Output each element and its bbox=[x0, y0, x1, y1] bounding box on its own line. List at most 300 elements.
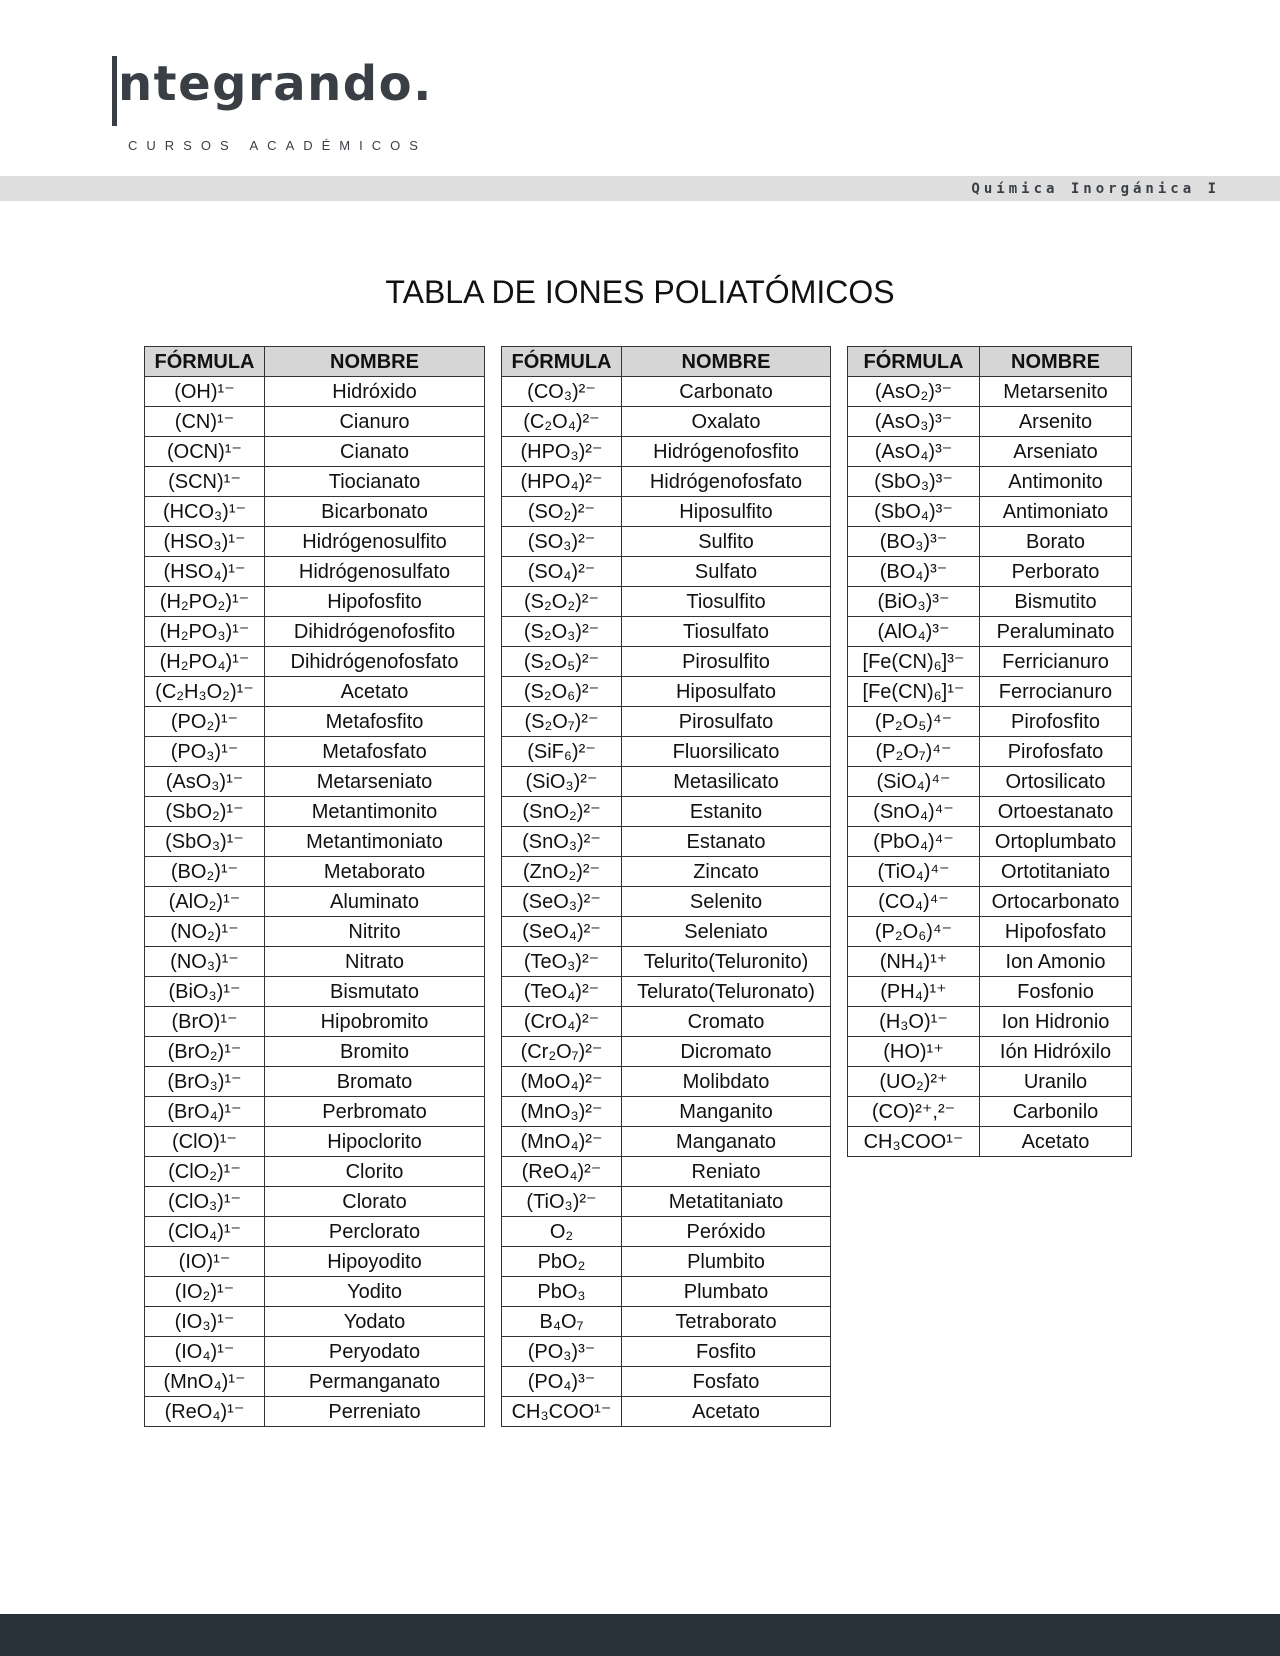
formula-cell: (SiF₆)²⁻ bbox=[502, 737, 622, 767]
table-row bbox=[502, 1217, 831, 1247]
table-row bbox=[502, 1067, 831, 1097]
formula-cell: (PO₄)³⁻ bbox=[502, 1367, 622, 1397]
formula-cell: (ClO₃)¹⁻ bbox=[145, 1187, 265, 1217]
name-cell: Tetraborato bbox=[622, 1307, 831, 1337]
name-cell: Molibdato bbox=[622, 1067, 831, 1097]
name-cell: Metarseniato bbox=[265, 767, 485, 797]
logo-mark bbox=[112, 56, 117, 126]
formula-cell: (PbO₄)⁴⁻ bbox=[848, 827, 980, 857]
name-cell: Hidróxido bbox=[265, 377, 485, 407]
formula-cell: (MnO₄)²⁻ bbox=[502, 1127, 622, 1157]
table-row bbox=[848, 1037, 1132, 1067]
name-cell: Arsenito bbox=[980, 407, 1132, 437]
name-cell: Carbonato bbox=[622, 377, 831, 407]
formula-cell: (NH₄)¹⁺ bbox=[848, 947, 980, 977]
table-row bbox=[145, 857, 485, 887]
name-header: NOMBRE bbox=[980, 347, 1132, 377]
formula-cell: (NO₂)¹⁻ bbox=[145, 917, 265, 947]
name-cell: Tiosulfato bbox=[622, 617, 831, 647]
table-row bbox=[145, 437, 485, 467]
table-row bbox=[502, 1097, 831, 1127]
table-row bbox=[502, 1007, 831, 1037]
formula-cell: (HCO₃)¹⁻ bbox=[145, 497, 265, 527]
formula-cell: (H₂PO₃)¹⁻ bbox=[145, 617, 265, 647]
name-cell: Dihidrógenofosfito bbox=[265, 617, 485, 647]
table-row bbox=[848, 647, 1132, 677]
name-cell: Permanganato bbox=[265, 1367, 485, 1397]
name-cell: Hipoyodito bbox=[265, 1247, 485, 1277]
formula-cell: (PO₃)³⁻ bbox=[502, 1337, 622, 1367]
formula-cell: (TeO₄)²⁻ bbox=[502, 977, 622, 1007]
table-row bbox=[502, 977, 831, 1007]
name-cell: Ion Hidronio bbox=[980, 1007, 1132, 1037]
table-row bbox=[502, 527, 831, 557]
table-row bbox=[848, 977, 1132, 1007]
formula-cell: (SbO₃)¹⁻ bbox=[145, 827, 265, 857]
name-cell: Metasilicato bbox=[622, 767, 831, 797]
name-cell: Fosfonio bbox=[980, 977, 1132, 1007]
formula-cell: (SiO₄)⁴⁻ bbox=[848, 767, 980, 797]
formula-cell: (ClO)¹⁻ bbox=[145, 1127, 265, 1157]
name-cell: Ortocarbonato bbox=[980, 887, 1132, 917]
table-row bbox=[848, 587, 1132, 617]
table-row bbox=[848, 827, 1132, 857]
table-row bbox=[145, 1397, 485, 1427]
formula-cell: (BiO₃)³⁻ bbox=[848, 587, 980, 617]
table-row bbox=[848, 1097, 1132, 1127]
formula-cell: (HPO₃)²⁻ bbox=[502, 437, 622, 467]
table-row bbox=[848, 767, 1132, 797]
formula-cell: (H₃O)¹⁻ bbox=[848, 1007, 980, 1037]
name-cell: Hipoclorito bbox=[265, 1127, 485, 1157]
table-row bbox=[145, 677, 485, 707]
course-name: Química Inorgánica I bbox=[971, 181, 1220, 197]
table-header-row bbox=[145, 347, 485, 377]
name-cell: Hidrógenosulfito bbox=[265, 527, 485, 557]
table-row bbox=[502, 497, 831, 527]
table-row bbox=[502, 1397, 831, 1427]
name-cell: Perreniato bbox=[265, 1397, 485, 1427]
formula-cell: CH₃COO¹⁻ bbox=[502, 1397, 622, 1427]
table-row bbox=[502, 1187, 831, 1217]
name-header: NOMBRE bbox=[622, 347, 831, 377]
formula-cell: (SO₂)²⁻ bbox=[502, 497, 622, 527]
formula-cell: [Fe(CN)₆]¹⁻ bbox=[848, 677, 980, 707]
formula-cell: (CO)²⁺,²⁻ bbox=[848, 1097, 980, 1127]
table-row bbox=[502, 467, 831, 497]
formula-cell: (SeO₄)²⁻ bbox=[502, 917, 622, 947]
table-row bbox=[502, 647, 831, 677]
name-cell: Hidrógenosulfato bbox=[265, 557, 485, 587]
name-cell: Seleniato bbox=[622, 917, 831, 947]
formula-cell: (BrO₂)¹⁻ bbox=[145, 1037, 265, 1067]
name-cell: Metatitaniato bbox=[622, 1187, 831, 1217]
formula-cell: (SbO₃)³⁻ bbox=[848, 467, 980, 497]
name-cell: Plumbato bbox=[622, 1277, 831, 1307]
formula-cell: (P₂O₆)⁴⁻ bbox=[848, 917, 980, 947]
table-row bbox=[145, 1217, 485, 1247]
table-row bbox=[145, 767, 485, 797]
table-row bbox=[502, 857, 831, 887]
logo bbox=[112, 56, 442, 156]
logo-subtitle: CURSOS ACADÉMICOS bbox=[128, 138, 427, 153]
formula-cell: (UO₂)²⁺ bbox=[848, 1067, 980, 1097]
logo-text: ntegrando. bbox=[118, 56, 433, 112]
table-row bbox=[502, 1277, 831, 1307]
table-row bbox=[145, 587, 485, 617]
table-header-row bbox=[502, 347, 831, 377]
formula-cell: (Cr₂O₇)²⁻ bbox=[502, 1037, 622, 1067]
name-cell: Metarsenito bbox=[980, 377, 1132, 407]
table-row bbox=[502, 677, 831, 707]
table-row bbox=[848, 887, 1132, 917]
formula-cell: (AsO₃)³⁻ bbox=[848, 407, 980, 437]
formula-cell: (S₂O₂)²⁻ bbox=[502, 587, 622, 617]
table-row bbox=[848, 857, 1132, 887]
table-row bbox=[502, 797, 831, 827]
table-row bbox=[502, 947, 831, 977]
table-row bbox=[848, 1127, 1132, 1157]
table-row bbox=[848, 497, 1132, 527]
table-row bbox=[848, 917, 1132, 947]
formula-cell: (OCN)¹⁻ bbox=[145, 437, 265, 467]
formula-cell: (IO)¹⁻ bbox=[145, 1247, 265, 1277]
formula-cell: (MoO₄)²⁻ bbox=[502, 1067, 622, 1097]
table-row bbox=[145, 617, 485, 647]
table-row bbox=[848, 437, 1132, 467]
table-row bbox=[502, 377, 831, 407]
table-row bbox=[502, 617, 831, 647]
name-cell: Borato bbox=[980, 527, 1132, 557]
formula-cell: (HO)¹⁺ bbox=[848, 1037, 980, 1067]
formula-cell: (ZnO₂)²⁻ bbox=[502, 857, 622, 887]
table-row bbox=[502, 767, 831, 797]
table-row bbox=[145, 1007, 485, 1037]
table-row bbox=[502, 587, 831, 617]
formula-cell: (C₂H₃O₂)¹⁻ bbox=[145, 677, 265, 707]
table-row bbox=[145, 707, 485, 737]
table-row bbox=[848, 1067, 1132, 1097]
name-cell: Perbromato bbox=[265, 1097, 485, 1127]
table-row bbox=[145, 1097, 485, 1127]
name-cell: Hidrógenofosfito bbox=[622, 437, 831, 467]
table-row bbox=[848, 797, 1132, 827]
table-row bbox=[502, 1337, 831, 1367]
table-row bbox=[145, 557, 485, 587]
table-row bbox=[145, 1337, 485, 1367]
formula-cell: (SO₄)²⁻ bbox=[502, 557, 622, 587]
formula-cell: PbO₃ bbox=[502, 1277, 622, 1307]
table-row bbox=[502, 437, 831, 467]
formula-cell: (BrO₃)¹⁻ bbox=[145, 1067, 265, 1097]
formula-header: FÓRMULA bbox=[145, 347, 265, 377]
formula-cell: (PO₃)¹⁻ bbox=[145, 737, 265, 767]
table-row bbox=[145, 1037, 485, 1067]
table-row bbox=[145, 797, 485, 827]
table-row bbox=[502, 407, 831, 437]
table-row bbox=[848, 1007, 1132, 1037]
formula-cell: (SCN)¹⁻ bbox=[145, 467, 265, 497]
name-cell: Aluminato bbox=[265, 887, 485, 917]
formula-cell: (ReO₄)¹⁻ bbox=[145, 1397, 265, 1427]
table-row bbox=[502, 1157, 831, 1187]
name-cell: Cianato bbox=[265, 437, 485, 467]
formula-cell: (C₂O₄)²⁻ bbox=[502, 407, 622, 437]
table-row bbox=[145, 737, 485, 767]
name-cell: Dihidrógenofosfato bbox=[265, 647, 485, 677]
formula-cell: (AlO₄)³⁻ bbox=[848, 617, 980, 647]
formula-cell: (BO₃)³⁻ bbox=[848, 527, 980, 557]
formula-cell: (AsO₂)³⁻ bbox=[848, 377, 980, 407]
table-row bbox=[145, 1067, 485, 1097]
formula-cell: (SnO₂)²⁻ bbox=[502, 797, 622, 827]
formula-cell: (BO₄)³⁻ bbox=[848, 557, 980, 587]
formula-cell: (SbO₄)³⁻ bbox=[848, 497, 980, 527]
formula-cell: O₂ bbox=[502, 1217, 622, 1247]
name-cell: Sulfito bbox=[622, 527, 831, 557]
table-row bbox=[145, 377, 485, 407]
formula-cell: (TeO₃)²⁻ bbox=[502, 947, 622, 977]
name-cell: Metafosfato bbox=[265, 737, 485, 767]
formula-cell: (BrO₄)¹⁻ bbox=[145, 1097, 265, 1127]
table-row bbox=[145, 947, 485, 977]
formula-cell: (HSO₃)¹⁻ bbox=[145, 527, 265, 557]
name-cell: Perborato bbox=[980, 557, 1132, 587]
name-cell: Telurato(Teluronato) bbox=[622, 977, 831, 1007]
formula-cell: (H₂PO₂)¹⁻ bbox=[145, 587, 265, 617]
footer-band bbox=[0, 1614, 1280, 1656]
name-cell: Antimoniato bbox=[980, 497, 1132, 527]
page-title: TABLA DE IONES POLIATÓMICOS bbox=[385, 274, 895, 310]
name-cell: Fosfato bbox=[622, 1367, 831, 1397]
table-row bbox=[145, 527, 485, 557]
name-cell: Ion Amonio bbox=[980, 947, 1132, 977]
table-row bbox=[145, 647, 485, 677]
formula-cell: (PO₂)¹⁻ bbox=[145, 707, 265, 737]
table-row bbox=[145, 1277, 485, 1307]
table-row bbox=[145, 1187, 485, 1217]
name-cell: Bicarbonato bbox=[265, 497, 485, 527]
formula-cell: (SbO₂)¹⁻ bbox=[145, 797, 265, 827]
table-row bbox=[145, 1247, 485, 1277]
name-cell: Dicromato bbox=[622, 1037, 831, 1067]
name-cell: Estanato bbox=[622, 827, 831, 857]
name-cell: Pirosulfito bbox=[622, 647, 831, 677]
formula-cell: (NO₃)¹⁻ bbox=[145, 947, 265, 977]
name-cell: Hiposulfato bbox=[622, 677, 831, 707]
formula-cell: (S₂O₃)²⁻ bbox=[502, 617, 622, 647]
table-header-row bbox=[848, 347, 1132, 377]
table-row bbox=[145, 467, 485, 497]
name-cell: Acetato bbox=[265, 677, 485, 707]
name-cell: Metantimonito bbox=[265, 797, 485, 827]
name-cell: Nitrato bbox=[265, 947, 485, 977]
formula-cell: (PH₄)¹⁺ bbox=[848, 977, 980, 1007]
name-cell: Tiocianato bbox=[265, 467, 485, 497]
table-row bbox=[502, 1037, 831, 1067]
formula-cell: (BiO₃)¹⁻ bbox=[145, 977, 265, 1007]
formula-cell: (MnO₃)²⁻ bbox=[502, 1097, 622, 1127]
name-cell: Ferrocianuro bbox=[980, 677, 1132, 707]
table-row bbox=[848, 557, 1132, 587]
formula-cell: (MnO₄)¹⁻ bbox=[145, 1367, 265, 1397]
formula-cell: PbO₂ bbox=[502, 1247, 622, 1277]
name-cell: Selenito bbox=[622, 887, 831, 917]
name-cell: Nitrito bbox=[265, 917, 485, 947]
name-cell: Uranilo bbox=[980, 1067, 1132, 1097]
name-cell: Zincato bbox=[622, 857, 831, 887]
name-cell: Acetato bbox=[980, 1127, 1132, 1157]
name-cell: Clorito bbox=[265, 1157, 485, 1187]
formula-cell: (P₂O₇)⁴⁻ bbox=[848, 737, 980, 767]
table-row bbox=[848, 707, 1132, 737]
formula-cell: (ClO₄)¹⁻ bbox=[145, 1217, 265, 1247]
name-cell: Hipofosfato bbox=[980, 917, 1132, 947]
formula-cell: (SO₃)²⁻ bbox=[502, 527, 622, 557]
name-cell: Perclorato bbox=[265, 1217, 485, 1247]
formula-cell: (SnO₃)²⁻ bbox=[502, 827, 622, 857]
table-row bbox=[502, 707, 831, 737]
name-cell: Ortoplumbato bbox=[980, 827, 1132, 857]
name-cell: Hidrógenofosfato bbox=[622, 467, 831, 497]
name-cell: Peryodato bbox=[265, 1337, 485, 1367]
table-row bbox=[145, 917, 485, 947]
name-cell: Antimonito bbox=[980, 467, 1132, 497]
name-cell: Cromato bbox=[622, 1007, 831, 1037]
table-row bbox=[502, 887, 831, 917]
table-row bbox=[145, 1157, 485, 1187]
table-row bbox=[502, 557, 831, 587]
formula-cell: (HPO₄)²⁻ bbox=[502, 467, 622, 497]
formula-cell: (CO₃)²⁻ bbox=[502, 377, 622, 407]
formula-cell: (P₂O₅)⁴⁻ bbox=[848, 707, 980, 737]
formula-header: FÓRMULA bbox=[502, 347, 622, 377]
name-cell: Pirofosfito bbox=[980, 707, 1132, 737]
table-row bbox=[502, 1127, 831, 1157]
formula-cell: (CO₄)⁴⁻ bbox=[848, 887, 980, 917]
name-cell: Ión Hidróxilo bbox=[980, 1037, 1132, 1067]
table-row bbox=[145, 827, 485, 857]
formula-cell: (ReO₄)²⁻ bbox=[502, 1157, 622, 1187]
formula-cell: (S₂O₇)²⁻ bbox=[502, 707, 622, 737]
formula-cell: (IO₃)¹⁻ bbox=[145, 1307, 265, 1337]
formula-cell: [Fe(CN)₆]³⁻ bbox=[848, 647, 980, 677]
formula-cell: (HSO₄)¹⁻ bbox=[145, 557, 265, 587]
formula-cell: (SeO₃)²⁻ bbox=[502, 887, 622, 917]
name-cell: Metantimoniato bbox=[265, 827, 485, 857]
name-cell: Manganato bbox=[622, 1127, 831, 1157]
formula-cell: (ClO₂)¹⁻ bbox=[145, 1157, 265, 1187]
table-row bbox=[848, 677, 1132, 707]
table-row bbox=[145, 887, 485, 917]
ion-table-3 bbox=[847, 346, 1132, 1157]
table-row bbox=[502, 917, 831, 947]
formula-cell: (SnO₄)⁴⁻ bbox=[848, 797, 980, 827]
name-cell: Pirosulfato bbox=[622, 707, 831, 737]
name-cell: Telurito(Teluronito) bbox=[622, 947, 831, 977]
table-row bbox=[848, 617, 1132, 647]
name-cell: Bromato bbox=[265, 1067, 485, 1097]
formula-cell: (AlO₂)¹⁻ bbox=[145, 887, 265, 917]
ion-table-2 bbox=[501, 346, 831, 1427]
formula-header: FÓRMULA bbox=[848, 347, 980, 377]
name-cell: Hiposulfito bbox=[622, 497, 831, 527]
name-cell: Carbonilo bbox=[980, 1097, 1132, 1127]
table-row bbox=[145, 1307, 485, 1337]
formula-cell: B₄O₇ bbox=[502, 1307, 622, 1337]
table-row bbox=[145, 1367, 485, 1397]
table-row bbox=[848, 737, 1132, 767]
name-cell: Fosfito bbox=[622, 1337, 831, 1367]
formula-cell: (IO₂)¹⁻ bbox=[145, 1277, 265, 1307]
name-cell: Peróxido bbox=[622, 1217, 831, 1247]
table-row bbox=[848, 377, 1132, 407]
name-cell: Metafosfito bbox=[265, 707, 485, 737]
name-cell: Hipobromito bbox=[265, 1007, 485, 1037]
table-row bbox=[848, 947, 1132, 977]
table-row bbox=[502, 827, 831, 857]
formula-cell: (TiO₃)²⁻ bbox=[502, 1187, 622, 1217]
name-cell: Sulfato bbox=[622, 557, 831, 587]
table-row bbox=[502, 1247, 831, 1277]
formula-cell: (AsO₃)¹⁻ bbox=[145, 767, 265, 797]
table-row bbox=[848, 467, 1132, 497]
formula-cell: (AsO₄)³⁻ bbox=[848, 437, 980, 467]
name-cell: Ortosilicato bbox=[980, 767, 1132, 797]
formula-cell: (BO₂)¹⁻ bbox=[145, 857, 265, 887]
formula-cell: (CrO₄)²⁻ bbox=[502, 1007, 622, 1037]
table-row bbox=[848, 527, 1132, 557]
name-cell: Acetato bbox=[622, 1397, 831, 1427]
ion-table-1 bbox=[144, 346, 485, 1427]
formula-cell: (IO₄)¹⁻ bbox=[145, 1337, 265, 1367]
formula-cell: (SiO₃)²⁻ bbox=[502, 767, 622, 797]
name-cell: Bismutato bbox=[265, 977, 485, 1007]
formula-cell: (S₂O₆)²⁻ bbox=[502, 677, 622, 707]
name-cell: Oxalato bbox=[622, 407, 831, 437]
formula-cell: (CN)¹⁻ bbox=[145, 407, 265, 437]
name-cell: Bromito bbox=[265, 1037, 485, 1067]
table-row bbox=[145, 977, 485, 1007]
name-cell: Peraluminato bbox=[980, 617, 1132, 647]
name-header: NOMBRE bbox=[265, 347, 485, 377]
formula-cell: (S₂O₅)²⁻ bbox=[502, 647, 622, 677]
formula-cell: (BrO)¹⁻ bbox=[145, 1007, 265, 1037]
name-cell: Ortotitaniato bbox=[980, 857, 1132, 887]
formula-cell: (H₂PO₄)¹⁻ bbox=[145, 647, 265, 677]
name-cell: Reniato bbox=[622, 1157, 831, 1187]
table-row bbox=[145, 1127, 485, 1157]
table-row bbox=[145, 497, 485, 527]
name-cell: Fluorsilicato bbox=[622, 737, 831, 767]
formula-cell: CH₃COO¹⁻ bbox=[848, 1127, 980, 1157]
name-cell: Yodato bbox=[265, 1307, 485, 1337]
name-cell: Plumbito bbox=[622, 1247, 831, 1277]
name-cell: Metaborato bbox=[265, 857, 485, 887]
name-cell: Hipofosfito bbox=[265, 587, 485, 617]
name-cell: Cianuro bbox=[265, 407, 485, 437]
name-cell: Estanito bbox=[622, 797, 831, 827]
name-cell: Clorato bbox=[265, 1187, 485, 1217]
name-cell: Tiosulfito bbox=[622, 587, 831, 617]
table-row bbox=[502, 1307, 831, 1337]
name-cell: Yodito bbox=[265, 1277, 485, 1307]
formula-cell: (OH)¹⁻ bbox=[145, 377, 265, 407]
name-cell: Ortoestanato bbox=[980, 797, 1132, 827]
header-band bbox=[0, 176, 1280, 201]
formula-cell: (TiO₄)⁴⁻ bbox=[848, 857, 980, 887]
name-cell: Ferricianuro bbox=[980, 647, 1132, 677]
